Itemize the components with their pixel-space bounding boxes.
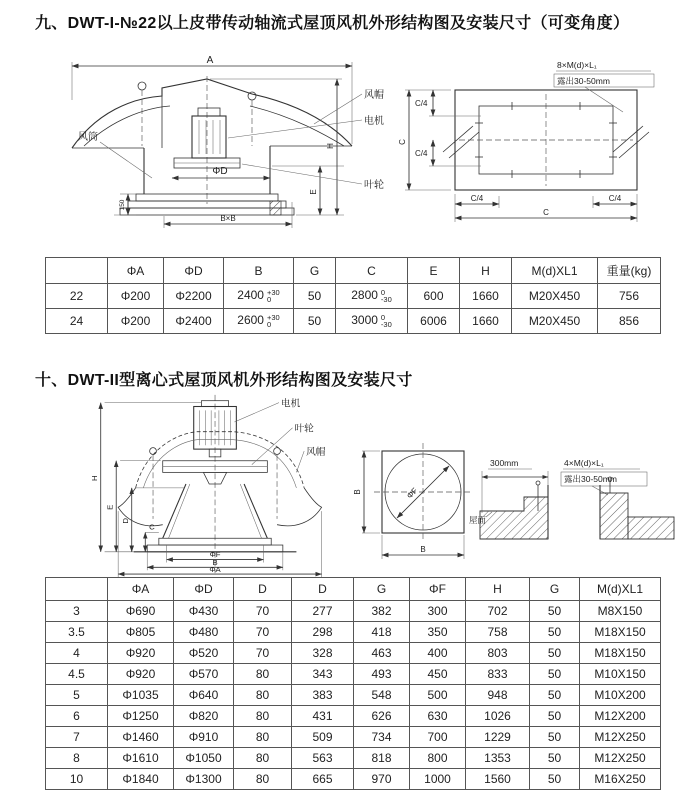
tolerance: 0 -30 [380, 287, 392, 305]
table-row [46, 309, 661, 334]
dim-label-phi-a: ΦA [209, 565, 221, 575]
cell: 800 [410, 748, 466, 769]
table-row [46, 622, 661, 643]
bolt-note [561, 458, 647, 495]
tolerance: +30 0 [266, 287, 280, 305]
table-row [46, 727, 661, 748]
col-header-h: H [466, 578, 530, 601]
cell: 4 [46, 643, 108, 664]
cell: 8 [46, 748, 108, 769]
cell: M16X250 [580, 769, 661, 790]
cell-m: M20X450 [512, 284, 598, 309]
cell: 970 [354, 769, 410, 790]
cell: 1229 [466, 727, 530, 748]
table-row [46, 706, 661, 727]
table-row [46, 643, 661, 664]
cell: 50 [530, 664, 580, 685]
col-header-no [46, 578, 108, 601]
cell: 277 [292, 601, 354, 622]
dim-label-h: H [326, 143, 335, 149]
dim-label-c: C [398, 139, 407, 145]
cell: 563 [292, 748, 354, 769]
table-row [46, 685, 661, 706]
cell: 463 [354, 643, 410, 664]
cell: Φ430 [174, 601, 234, 622]
cell: 343 [292, 664, 354, 685]
cell: 50 [530, 727, 580, 748]
dim-label-150: 150 [119, 199, 126, 211]
cell: 50 [530, 643, 580, 664]
centrifugal-fan-side-view-diagram [85, 391, 347, 577]
cell: 4.5 [46, 664, 108, 685]
cell-g: 50 [294, 309, 336, 334]
cell-h: 1660 [460, 284, 512, 309]
cell: 758 [466, 622, 530, 643]
dim-label-a: A [206, 55, 214, 66]
dim-label-bxb: B×B [220, 214, 236, 223]
center-lines [459, 94, 633, 186]
cell: Φ820 [174, 706, 234, 727]
cell: 50 [530, 748, 580, 769]
cell: 833 [466, 664, 530, 685]
axial-fan-side-view-diagram [52, 54, 397, 234]
cell: 328 [292, 643, 354, 664]
cell: 80 [234, 727, 292, 748]
cell-phi-a: Φ200 [108, 284, 164, 309]
impeller-shape [163, 461, 268, 484]
cell-e: 6006 [408, 309, 460, 334]
cell: 383 [292, 685, 354, 706]
cell: Φ520 [174, 643, 234, 664]
cell-c [336, 309, 408, 334]
cell: 400 [410, 643, 466, 664]
dim-e [105, 461, 160, 552]
value: 2400 [237, 288, 264, 303]
dim-label-h: H [89, 475, 99, 481]
table-row [46, 601, 661, 622]
dim-label-300mm: 300mm [490, 458, 519, 468]
value: 3000 [351, 313, 378, 328]
col-header-phi-f: ΦF [410, 578, 466, 601]
col-header-d1: D [234, 578, 292, 601]
cell: 1026 [466, 706, 530, 727]
tolerance: 0 -30 [380, 312, 392, 330]
section1-title: 九、DWT-I-№22以上皮带传动轴流式屋顶风机外形结构图及安装尺寸（可变角度） [35, 15, 630, 32]
cell: M12X250 [580, 748, 661, 769]
cell: 382 [354, 601, 410, 622]
cell: Φ1050 [174, 748, 234, 769]
bolt-note-line1: 4×M(d)×L₁ [564, 458, 604, 468]
cell-phi-d: Φ2200 [164, 284, 224, 309]
cell: 300 [410, 601, 466, 622]
cell: 350 [410, 622, 466, 643]
table-header-row [46, 258, 661, 284]
cell: 70 [234, 622, 292, 643]
cell: 418 [354, 622, 410, 643]
bolt-note-line2: 露出30-50mm [564, 474, 617, 484]
cell: Φ1840 [108, 769, 174, 790]
axial-fan-mounting-plan-diagram [385, 56, 693, 226]
tolerance: +30 0 [266, 312, 280, 330]
part-labels [78, 88, 384, 191]
bolt-note-line2: 露出30-50mm [557, 76, 610, 86]
cell: 80 [234, 769, 292, 790]
cell: 50 [530, 601, 580, 622]
dim-150 [114, 194, 136, 215]
col-header-e: E [408, 258, 460, 284]
table-row [46, 284, 661, 309]
col-header-weight: 重量(kg) [598, 258, 661, 284]
table-row [46, 748, 661, 769]
value: 2800 [351, 288, 378, 303]
fan-cap-outline [72, 79, 352, 148]
table-row [46, 664, 661, 685]
cell-b [224, 309, 294, 334]
dim-label-phi-d: ΦD [212, 166, 228, 177]
cell: 818 [354, 748, 410, 769]
cell: 700 [410, 727, 466, 748]
dim-label-c4: C/4 [415, 99, 428, 108]
cell: 80 [234, 748, 292, 769]
cell: 500 [410, 685, 466, 706]
cell: M10X150 [580, 664, 661, 685]
cell: 70 [234, 601, 292, 622]
cell: Φ920 [108, 664, 174, 685]
cell: 80 [234, 664, 292, 685]
cell: 948 [466, 685, 530, 706]
dim-c4-upper [415, 90, 481, 116]
dim-label-b: B [420, 545, 426, 554]
cell-phi-a: Φ200 [108, 309, 164, 334]
table-row [46, 769, 661, 790]
cell: 1560 [466, 769, 530, 790]
dim-c4-lower [415, 140, 481, 166]
cell: 3 [46, 601, 108, 622]
cell: Φ690 [108, 601, 174, 622]
dim-label-e: E [105, 504, 115, 510]
cell-phi-d: Φ2400 [164, 309, 224, 334]
dim-a [72, 55, 352, 144]
cell: M10X200 [580, 685, 661, 706]
cell: 50 [530, 769, 580, 790]
cell: Φ480 [174, 622, 234, 643]
foundation-section-diagram [468, 455, 686, 565]
bolt-note-line1: 8×M(d)×L₁ [557, 60, 597, 70]
dim-h [90, 403, 202, 552]
cell-e: 600 [408, 284, 460, 309]
dim-label-c4: C/4 [415, 149, 428, 158]
impeller-label: 叶轮 [294, 423, 314, 435]
cell: 50 [530, 706, 580, 727]
col-header-g2: G [530, 578, 580, 601]
cell: Φ910 [174, 727, 234, 748]
cell: 6 [46, 706, 108, 727]
cell: 665 [292, 769, 354, 790]
section2-title: 十、DWT-II型离心式屋顶风机外形结构图及安装尺寸 [35, 372, 413, 389]
col-header-g: G [294, 258, 336, 284]
cell-weight: 856 [598, 309, 661, 334]
curb-blocks [480, 485, 674, 539]
cell: 493 [354, 664, 410, 685]
col-header-h: H [460, 258, 512, 284]
wind-cap-label: 风帽 [306, 446, 326, 458]
col-header-g1: G [354, 578, 410, 601]
cell-c [336, 284, 408, 309]
cell-weight: 756 [598, 284, 661, 309]
bolt-note [554, 60, 654, 112]
col-header-b: B [224, 258, 294, 284]
dim-label-phi-f: ΦF [405, 486, 420, 501]
dim-label-c4: C/4 [608, 194, 622, 203]
motor-label: 电机 [364, 116, 384, 127]
dim-c-bottom [455, 208, 637, 218]
cell-g: 50 [294, 284, 336, 309]
anchor-detail-hatch [270, 201, 281, 215]
motor-label: 电机 [280, 398, 301, 410]
cell: 70 [234, 643, 292, 664]
cell: Φ1300 [174, 769, 234, 790]
col-header-phi-d: ΦD [174, 578, 234, 601]
col-header-m: M(d)XL1 [512, 258, 598, 284]
cell-m: M20X450 [512, 309, 598, 334]
wind-tube-label: 风筒 [78, 132, 98, 143]
cell: 626 [354, 706, 410, 727]
col-header-phi-a: ΦA [108, 578, 174, 601]
cell: 7 [46, 727, 108, 748]
cell: 509 [292, 727, 354, 748]
cell-b [224, 284, 294, 309]
dim-label-b: B [212, 557, 218, 567]
cell: 702 [466, 601, 530, 622]
cell: 50 [530, 685, 580, 706]
dim-label-d: D [120, 518, 130, 524]
cell: Φ1250 [108, 706, 174, 727]
cell: Φ570 [174, 664, 234, 685]
cell: 548 [354, 685, 410, 706]
cell: 3.5 [46, 622, 108, 643]
centrifugal-fan-dimension-table [45, 577, 661, 790]
cell: M12X250 [580, 727, 661, 748]
dim-label-b: B [353, 489, 362, 495]
col-header-phi-a: ΦA [108, 258, 164, 284]
impeller-label: 叶轮 [364, 180, 384, 191]
col-header-c: C [336, 258, 408, 284]
cell: 630 [410, 706, 466, 727]
col-header-no [46, 258, 108, 284]
wind-cap-label: 风帽 [364, 90, 384, 101]
cell: Φ1460 [108, 727, 174, 748]
dim-label-c: C [149, 522, 155, 532]
cell: 10 [46, 769, 108, 790]
wind-cap-shape [118, 432, 321, 526]
cell: 80 [234, 706, 292, 727]
cell: M18X150 [580, 622, 661, 643]
cell: 298 [292, 622, 354, 643]
cell: Φ920 [108, 643, 174, 664]
cell-h: 1660 [460, 309, 512, 334]
axial-fan-dimension-table [45, 257, 661, 334]
cell: M12X200 [580, 706, 661, 727]
dim-h [210, 79, 342, 215]
value: 2600 [237, 313, 264, 328]
cell: Φ1610 [108, 748, 174, 769]
dim-label-c4: C/4 [470, 194, 484, 203]
cell: M18X150 [580, 643, 661, 664]
cell: 450 [410, 664, 466, 685]
col-header-m: M(d)XL1 [580, 578, 661, 601]
cell: 734 [354, 727, 410, 748]
dim-label-c: C [543, 208, 549, 217]
table-header-row [46, 578, 661, 601]
cell: 1353 [466, 748, 530, 769]
roof-surface-label: 屋面 [469, 515, 487, 525]
col-header-d2: D [292, 578, 354, 601]
cell: Φ805 [108, 622, 174, 643]
cell: M8X150 [580, 601, 661, 622]
motor-shape [192, 108, 226, 158]
cell: Φ640 [174, 685, 234, 706]
cell-no: 22 [46, 284, 108, 309]
cell: 80 [234, 685, 292, 706]
cell: 431 [292, 706, 354, 727]
cell-no: 24 [46, 309, 108, 334]
cell: Φ1035 [108, 685, 174, 706]
dim-label-phi-f: ΦF [209, 550, 221, 560]
cell: 5 [46, 685, 108, 706]
cell: 803 [466, 643, 530, 664]
cell: 1000 [410, 769, 466, 790]
cell: 50 [530, 622, 580, 643]
col-header-phi-d: ΦD [164, 258, 224, 284]
dim-label-e: E [309, 189, 318, 195]
